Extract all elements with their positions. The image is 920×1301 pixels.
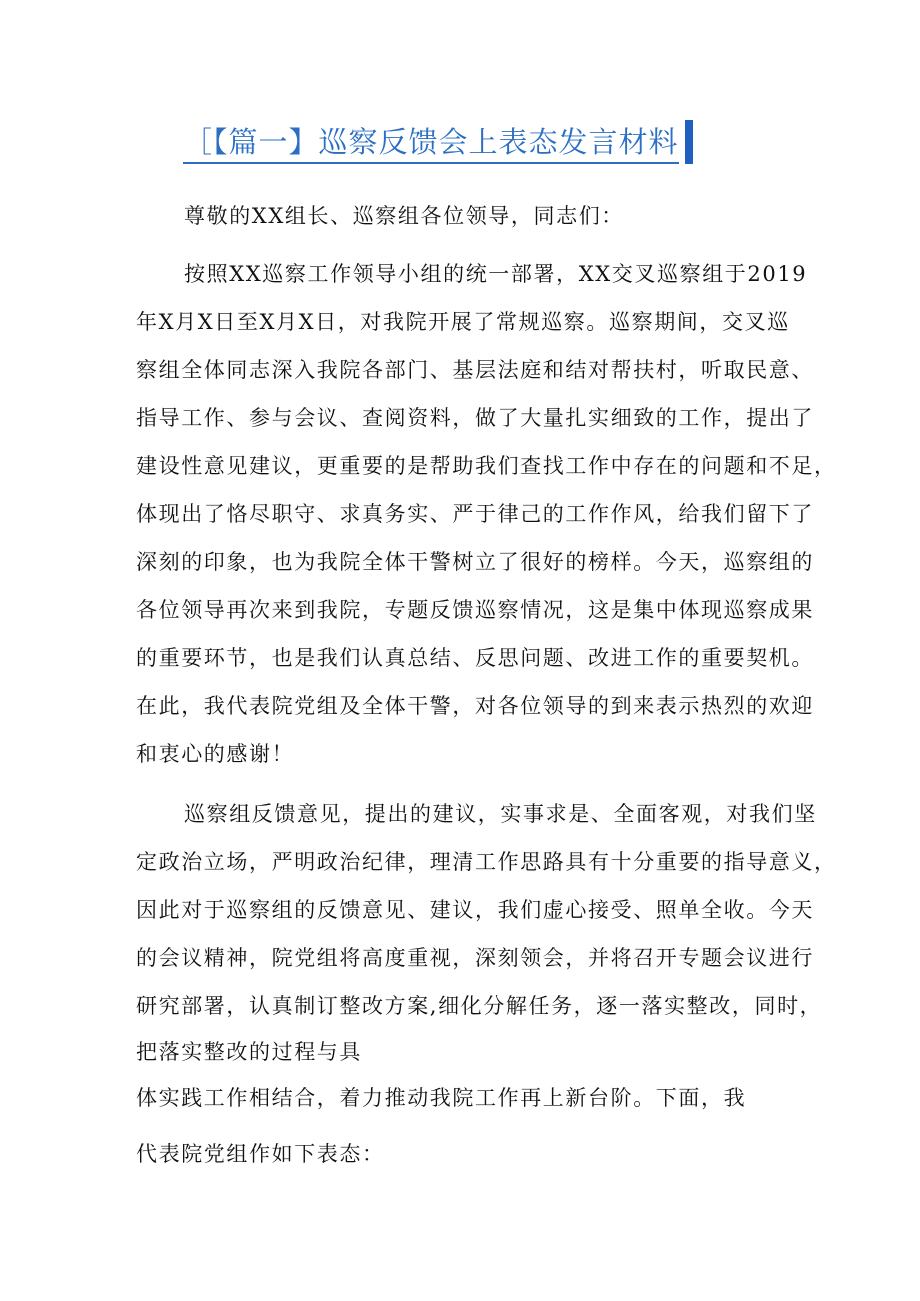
paragraph-line: 代表院党组作如下表态： [136,1142,385,1166]
paragraph-line: 察组全体同志深入我院各部门、基层法庭和结对帮扶村，听取民意、 [136,358,814,382]
paragraph-line: 的重要环节，也是我们认真总结、反思问题、改进工作的重要契机。 [136,646,814,670]
paragraph-line: 的会议精神，院党组将高度重视，深刻领会，并将召开专题会议进行 [136,946,814,970]
paragraph-line: 年X月X日至X月X日，对我院开展了常规巡察。巡察期间，交叉巡 [136,310,790,334]
paragraph-line: 在此，我代表院党组及全体干警，对各位领导的到来表示热烈的欢迎 [136,694,814,718]
paragraph-line: 深刻的印象，也为我院全体干警树立了很好的榜样。今天，巡察组的 [136,550,814,574]
paragraph-line: 定政治立场，严明政治纪律，理清工作思路具有十分重要的指导意义， [136,850,837,874]
title-marker-bar [685,120,693,164]
paragraph-line: 体现出了恪尽职守、求真务实、严于律己的工作作风，给我们留下了 [136,502,814,526]
paragraph-line: 和衷心的感谢！ [136,742,295,766]
paragraph-line: 把落实整改的过程与具 [136,1040,362,1064]
paragraph-line: 巡察组反馈意见，提出的建议，实事求是、全面客观，对我们坚 [184,802,817,826]
paragraph-line: 按照XX巡察工作领导小组的统一部署，XX交叉巡察组于2019 [184,262,808,286]
paragraph-line: 各位领导再次来到我院，专题反馈巡察情况，这是集中体现巡察成果 [136,598,814,622]
paragraph-line: 指导工作、参与会议、查阅资料，做了大量扎实细致的工作，提出了 [136,406,814,430]
paragraph-line: 研究部署，认真制订整改方案,细化分解任务，逐一落实整改，同时， [136,994,823,1018]
paragraph-line: 建设性意见建议，更重要的是帮助我们查找工作中存在的问题和不足， [136,454,837,478]
title-row [183,118,693,164]
paragraph-line: 因此对于巡察组的反馈意见、建议，我们虚心接受、照单全收。今天 [136,898,814,922]
paragraph-line: 体实践工作相结合，着力推动我院工作再上新台阶。下面，我 [136,1086,747,1110]
document-title: ［【篇一】巡察反馈会上表态发言材料 [183,122,679,164]
salutation: 尊敬的XX组长、巡察组各位领导，同志们： [184,204,624,228]
